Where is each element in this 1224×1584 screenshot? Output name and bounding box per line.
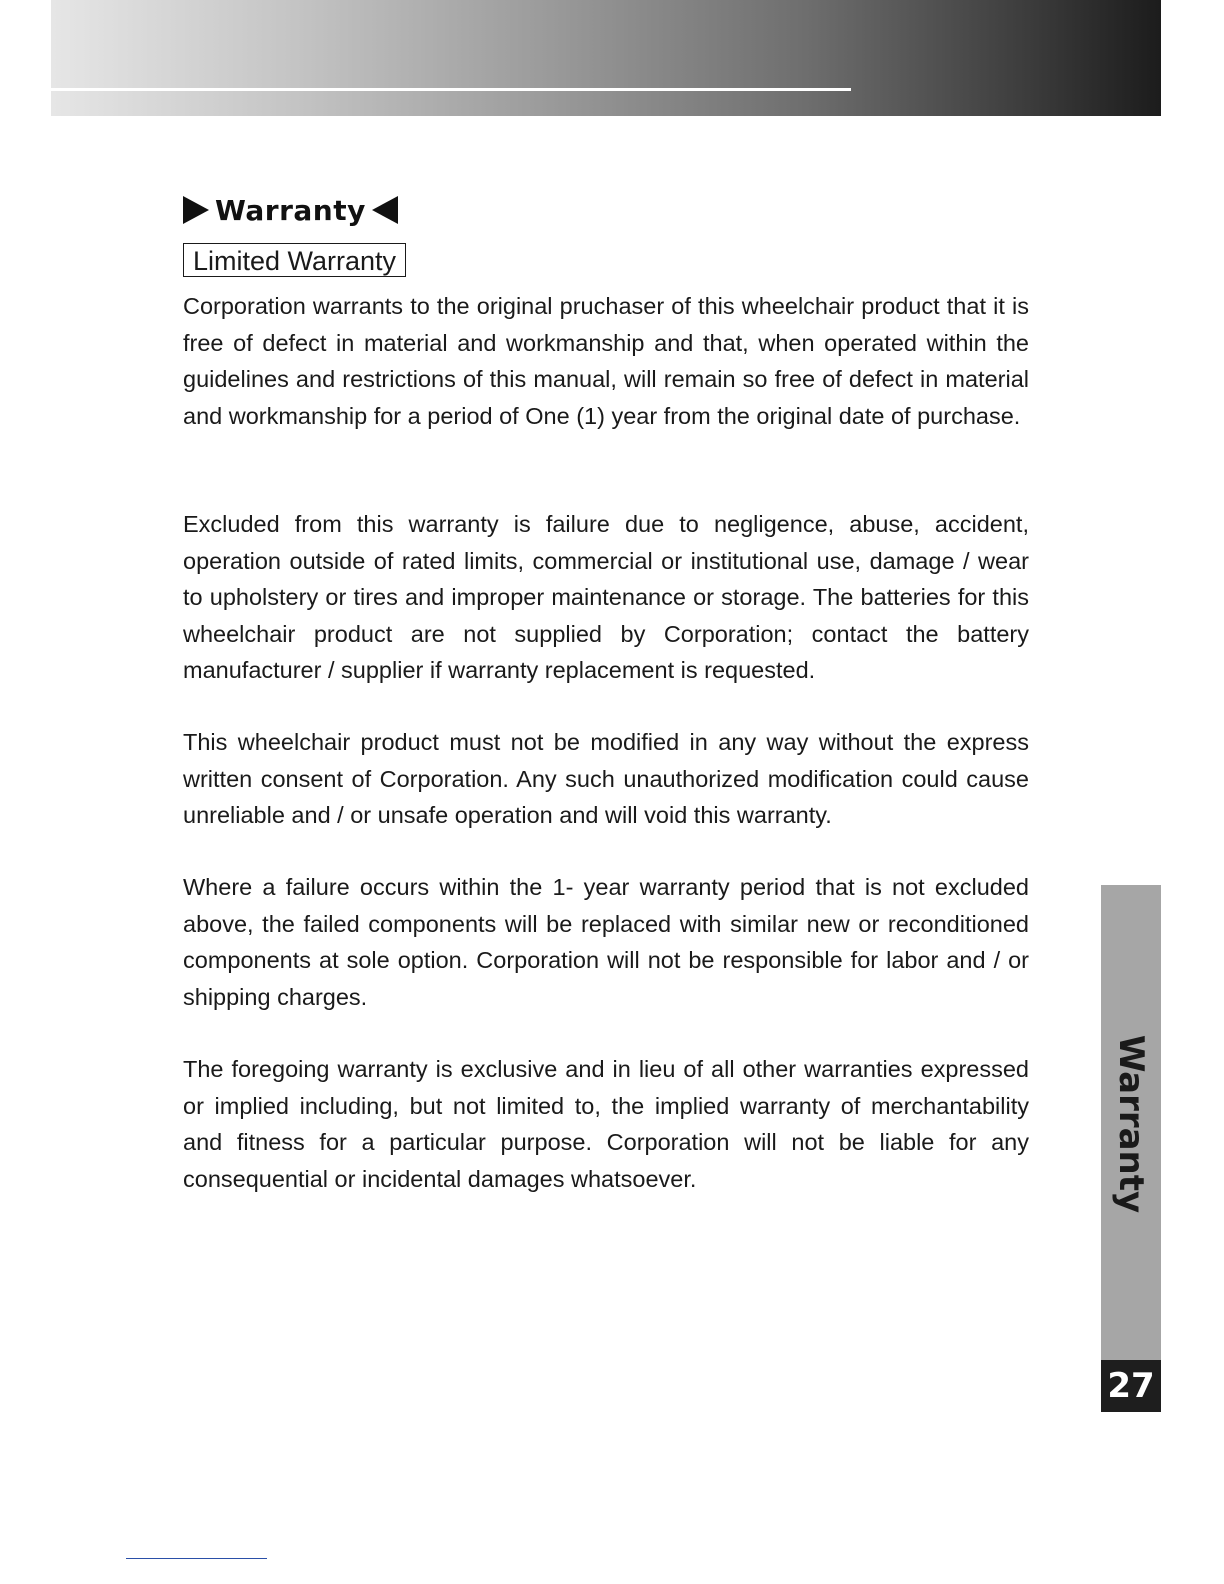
header-band (51, 0, 1161, 116)
header-rule (51, 88, 851, 91)
section-heading (183, 188, 398, 232)
footer-rule (126, 1558, 267, 1559)
warranty-paragraph-1: Corporation warrants to the original pruchaser of this wheelchair product that it is free of defect in material and workmanship and that, when operated within the guidelines and restrictions of this manual, will remain so free of defect in material and workmanship for a period of One (1) year from the original date of purchase. (183, 293, 1029, 429)
side-tab-label: Warranty (1111, 1034, 1151, 1214)
warranty-paragraph-5: The foregoing warranty is exclusive and in lieu of all other warranties expressed or implied including, but not limited to, the implied warranty of merchantability and fitness for a particular purpose. Corporation will not be liable for any consequential or incidental damages whatsoever. (183, 1056, 1029, 1192)
warranty-paragraph-4: Where a failure occurs within the 1- year warranty period that is not excluded above, the failed components will be replaced with similar new or reconditioned components at sole option. Corporation will not be responsible for labor and / or shipping charges. (183, 874, 1029, 1010)
warranty-paragraph-2: Excluded from this warranty is failure due to negligence, abuse, accident, operation outside of rated limits, commercial or institutional use, damage / wear to upholstery or tires and improper maintenance or storage. The batteries for this wheelchair product are not supplied by Corporation; contact the battery manufacturer / supplier if warranty replacement is requested. (183, 511, 1029, 683)
page-number: 27 (1101, 1360, 1161, 1412)
section-title: Warranty (215, 193, 366, 227)
triangle-left-icon (372, 196, 398, 224)
limited-warranty-heading: Limited Warranty (183, 243, 406, 277)
triangle-right-icon (183, 196, 209, 224)
warranty-paragraph-3: This wheelchair product must not be modified in any way without the express written consent of Corporation. Any such unauthorized modification could cause unreliable and / or unsafe operation and will void this warranty. (183, 729, 1029, 828)
